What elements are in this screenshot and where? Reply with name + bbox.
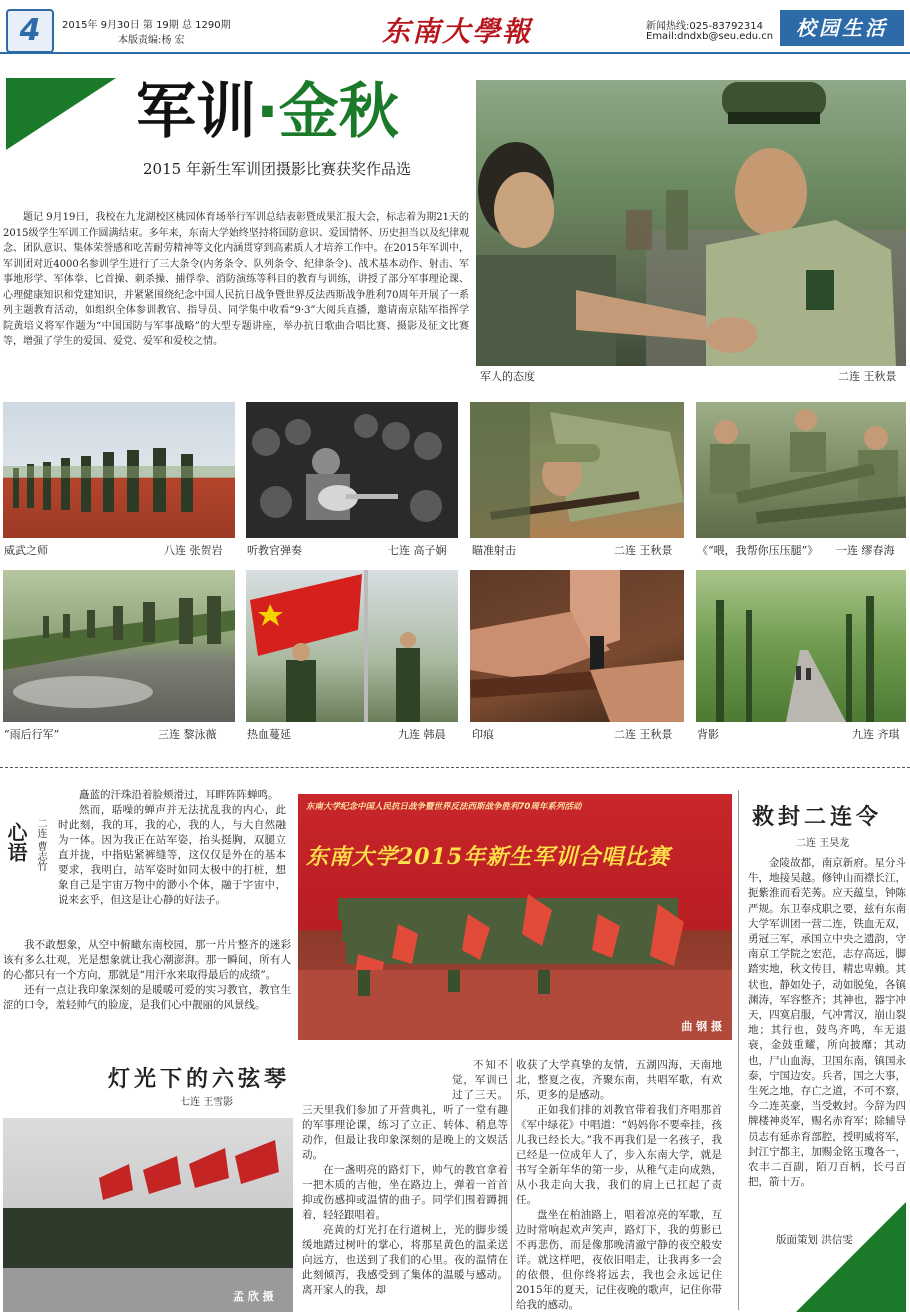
title-wrap-spacer bbox=[302, 1058, 452, 1102]
choir-banner-sub: 东南大学纪念中国人民抗日战争暨世界反法西斯战争胜利70周年系列活动 bbox=[306, 802, 582, 812]
feature-intro-text: 题记 9月19日，我校在九龙湖校区桃园体育场举行军训总结表彰暨成果汇报大会，标志着为期21天的2015级学生军训工作圆满结束。多年来，东南大学始终坚持将国防意识、爱国情怀、历史担当以及纪律观念、团队意识、集体荣誉感和吃苦耐劳精神等文化内涵贯穿到高素质人才培养工作中。在2015年军训中，军训团对近4000名参训学生进行了三大条令(内务条令、队列条令、纪律条令)、战术基本动作、射击、军事地形学、军体拳、匕首操、刺杀操、捕俘拳、消防演练等科目的教育与训练，讲授了部分军事理论课、心理健康知识和党建知识，并紧紧围绕纪念中国人民抗日战争暨世界反法西斯战争胜利70周年开展了一系列主题教育活动，如组织全体参训教官、指导员、同学集中收看“9·3”大阅兵直播，邀请南京陆军指挥学院黄培义将军作题为“中国国防与军事战略”的大型专题讲座，举办抗日歌曲合唱比赛、摄影及征文比赛等，增强了学生的爱国、爱党、爱军和爱校之情。 bbox=[3, 212, 469, 347]
photo-mighty-army-illustration bbox=[3, 402, 235, 538]
photo-marching-flags-illustration bbox=[3, 1118, 293, 1312]
essay-heart-paragraph-2: 然而，聒噪的蝉声并无法扰乱我的内心，此时此刻，我的耳，我的心，我的人，与大自然融为一体。因为我正在站军姿，抬头挺胸，双腿立直并拢，中指贴紧裤缝等，这仅仅是外在的基本要求，我明白，站军姿时如同太极中的打桩，想象自己是宇宙万物中的渺小个体，融于宇宙中，说来玄乎，但这是让心静的好法子。 bbox=[58, 804, 286, 906]
photo-flag-raising bbox=[246, 570, 458, 722]
photo-row2-title-4: 背影 bbox=[697, 728, 719, 741]
choir-banner-title: 东南大学2015年新生军训合唱比赛 bbox=[306, 844, 671, 870]
essay-guitar-col2-p3: 盘坐在柏油路上，唱着凉亮的军歌，互边时常响起欢声笑声，路灯下，我的剪影已不再悲伤，而是像那晚清澈宁静的夜空般安详。就这样吧，夜依旧唱走，让我再多一会的依偎，但你终将远去，我也会永远记住2015年的夏天，记住夜晚的歌声，记住你带给我的感动。 bbox=[516, 1209, 722, 1311]
photo-row2-title-3: 印痕 bbox=[472, 728, 494, 741]
photo-aim-shoot bbox=[470, 402, 684, 538]
essay-order-author: 二连 王昊龙 bbox=[796, 838, 850, 849]
photo-leg-stretch bbox=[696, 402, 906, 538]
essay-guitar-col1-p3: 亮黄的灯光打在行道树上，光的脚步缓缓地踏过树叶的掌心，将那星黄色的温柔送向远方，也送到了我们的心里。夜的温情在此刻倾泻，我感受到了集体的温暖与感动。离开家人的我，却 bbox=[302, 1224, 508, 1296]
issue-date-line: 2015年 9月30日 第 19期 总 1290期 bbox=[62, 20, 231, 31]
contact-email: Email:dndxb@seu.edu.cn bbox=[646, 31, 774, 42]
feature-subtitle: 2015 年新生军训团摄影比赛获奖作品选 bbox=[143, 160, 411, 178]
feature-intro bbox=[3, 210, 469, 366]
page-planner: 版面策划 洪信雯 bbox=[776, 1234, 853, 1246]
essay-heart-body-top bbox=[58, 788, 286, 936]
guitar-photo-credit: 孟 欣 摄 bbox=[233, 1290, 274, 1303]
essay-heart-author: 二连 曹志竹 bbox=[35, 818, 46, 872]
essay-heart-body-bottom bbox=[3, 938, 291, 1044]
photo-row2-credit-4: 九连 齐琪 bbox=[852, 728, 900, 741]
photo-leg-stretch-illustration bbox=[696, 402, 906, 538]
essay-order-text: 金陵故都，南京新府。星分斗牛，地接吴越。修钟山而襟长江，扼紫淮而看芜莠。应天蕴皇，钟陈严规。东卫奉戍职之要，兹有东南大学军训团一营二连，铁血无双，勇冠三军，承国立中央之遗韵，守南京工学院之宏范，志存高远，脚踏实地，秋文传目，精忠卑赖。其状也，静如处子，动如脱兔，各镇渊涛，军容整齐；其神也，器宇冲天，四寞启服，气冲霄汉，崩山裂地；其行也，鼓鸟齐鸣，车无退衰，金鼓重耀，所向披靡；其动也，尸山血海，卫国东南，镇国永泰，宁国边安。兵者，国之大事，生死之地，存亡之道，不可不察，今二连英豪，当受敕封。今辞为四牌楼神炎军，赐名赤育军；除辅导员志有延赤育部腔，授明威将军，封江宁都主，加赐金铭玉瓊各一，农丰二百副，陌刀百柄，长弓百把，箭十万。 bbox=[748, 857, 906, 1189]
photo-guitar-instructor bbox=[246, 402, 458, 538]
essay-guitar-author: 七连 王雪影 bbox=[180, 1097, 234, 1108]
essay-guitar-col1 bbox=[302, 1058, 508, 1312]
essay-heart-paragraph-3: 我不敢想象，从空中俯瞰东南校园，那一片片整齐的迷彩该有多么壮观，光是想象就让我心潮澎湃。那一瞬间，所有人的心都只有一个方向，那就是“用汗水来取得最后的成绩”。 bbox=[3, 939, 291, 981]
photo-row1-credit-4: 一连 缪春海 bbox=[836, 544, 895, 557]
photo-back-view-illustration bbox=[696, 570, 906, 722]
photo-row1-title-4: 《“喂，我帮你压压腿”》 bbox=[697, 544, 819, 557]
essay-heart-paragraph-4: 还有一点让我印象深刻的是暖暖可爱的实习教官，教官生涩的口令，羞轻帅气的脸庞，是我们心中靓丽的风景线。 bbox=[3, 984, 291, 1011]
photo-aim-shoot-illustration bbox=[470, 402, 684, 538]
photo-row1-title-1: 威武之师 bbox=[4, 544, 48, 557]
guitar-column-rule bbox=[511, 1058, 512, 1310]
choir-photo-illustration bbox=[298, 794, 732, 1040]
main-photo-military-attitude bbox=[476, 80, 906, 366]
header-rule bbox=[0, 52, 910, 54]
corner-triangle bbox=[796, 1202, 906, 1312]
main-photo-title: 军人的态度 bbox=[480, 370, 535, 383]
essay-heart-title: 心语 bbox=[4, 822, 28, 862]
photo-row2-credit-1: 三连 黎泳薇 bbox=[158, 728, 217, 741]
essay-guitar-title: 灯光下的六弦琴 bbox=[108, 1066, 291, 1092]
photo-march-after-rain-illustration bbox=[3, 570, 235, 722]
feature-title-part1: 军训 bbox=[136, 77, 256, 147]
page-editor: 本版责编:杨 宏 bbox=[118, 35, 185, 46]
photo-row2-title-2: 热血蔓延 bbox=[247, 728, 291, 741]
photo-march-after-rain bbox=[3, 570, 235, 722]
essay-guitar-col2-p2: 正如我们排的刘教官带着我们齐唱那首《军中绿花》中唱道：“妈妈你不要牵挂，孩儿我已经长大。”我不再我们是一名孩子，我已经是一位成年人了，步入东南大学，就是书写全新年华的第一步，从稚气走向成熟，从小我走向大我，我们的肩上已扛起了责任。 bbox=[516, 1104, 722, 1206]
feature-title-dot: · bbox=[256, 77, 279, 147]
essay-order-title: 救封二连令 bbox=[752, 804, 883, 830]
photo-choir-contest bbox=[298, 794, 732, 1040]
green-triangle bbox=[6, 78, 116, 150]
photo-imprint-illustration bbox=[470, 570, 684, 722]
feature-title-part2: 金秋 bbox=[278, 77, 399, 147]
photo-mighty-army bbox=[3, 402, 235, 538]
page-number-box bbox=[6, 9, 54, 53]
essay-guitar-col2-p1: 收获了大学真挚的友情，五湖四海，天南地北，整夏之夜，齐聚东南，共唱军歌，有欢乐，更多的是感动。 bbox=[516, 1059, 722, 1101]
news-hotline: 新闻热线:025-83792314 bbox=[646, 21, 763, 32]
photo-row1-credit-1: 八连 张贺岩 bbox=[164, 544, 223, 557]
main-photo-credit: 二连 王秋景 bbox=[838, 370, 897, 383]
essay-order-body bbox=[748, 856, 906, 1216]
photo-row1-title-3: 瞄准射击 bbox=[472, 544, 516, 557]
feature-title bbox=[136, 72, 399, 152]
essay-heart-paragraph-1: 矗蓝的汗珠沿着脸颊滑过，耳畔阵阵蝉鸣。 bbox=[79, 789, 279, 801]
essay-guitar-col2 bbox=[516, 1058, 722, 1312]
photo-marching-flags bbox=[3, 1118, 293, 1312]
page-number: 4 bbox=[19, 13, 41, 48]
photo-row2-title-1: “雨后行军” bbox=[4, 728, 60, 741]
masthead: 东南大學報 bbox=[382, 15, 533, 48]
main-photo-illustration bbox=[476, 80, 906, 366]
section-divider bbox=[0, 767, 910, 768]
choir-photo-credit: 曲 钢 摄 bbox=[681, 1020, 722, 1033]
decree-column-rule bbox=[738, 790, 739, 1310]
photo-row1-title-2: 听教官弹奏 bbox=[247, 544, 302, 557]
photo-row2-credit-2: 九连 韩晨 bbox=[398, 728, 446, 741]
essay-guitar-col1-p2: 在一盏明亮的路灯下，帅气的教官拿着一把木质的吉他，坐在路边上，弹着一首首抑或伤感抑或温情的曲子。同学们围着蹲拥着，轻轻跟唱着。 bbox=[302, 1164, 508, 1221]
photo-imprint bbox=[470, 570, 684, 722]
photo-back-view bbox=[696, 570, 906, 722]
section-label: 校园生活 bbox=[780, 10, 904, 46]
essay-guitar-col1-p1: 不知不觉，军训已过了三天。三天里我们参加了开营典礼，听了一堂有趣的军事理论课，练习了立正、转体、稍息等动作，但最让我印象深刻的是晚上的文娱活动。 bbox=[302, 1059, 508, 1161]
photo-row1-credit-2: 七连 高子娴 bbox=[388, 544, 447, 557]
photo-guitar-instructor-illustration bbox=[246, 402, 458, 538]
photo-row1-credit-3: 二连 王秋景 bbox=[614, 544, 673, 557]
photo-flag-raising-illustration bbox=[246, 570, 458, 722]
photo-row2-credit-3: 二连 王秋景 bbox=[614, 728, 673, 741]
